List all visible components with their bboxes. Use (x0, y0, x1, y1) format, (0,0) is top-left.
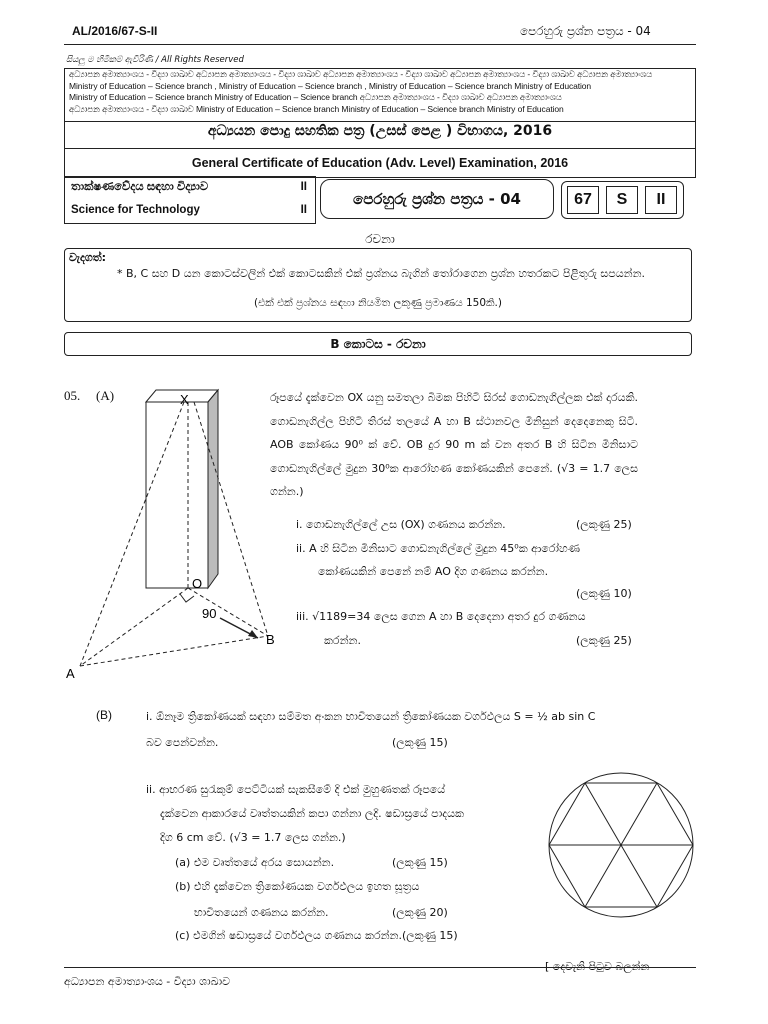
exam-title-english: General Certificate of Education (Adv. Level) Examination, 2016 (191, 156, 569, 170)
ministry-row: අධ්‍යාපන අමාත්‍යාංශය - විද්‍යා ශාඛාව අධ්‍යාපන අමාත්‍යාංශය - විද්‍යා ශාඛාව අධ්‍යාපන අමාත්‍යාංශය - විද්‍යා ශාඛාව අධ්‍යාපන අමාත්‍යාංශය - විද්‍යා ශාඛාව අධ්‍යාපන අමාත්‍යාංශය (69, 69, 653, 79)
header-rule (64, 44, 696, 45)
marks-a-ii: (ලකුණු 10) (576, 587, 632, 600)
subject-box (64, 176, 316, 224)
footer-rule (64, 967, 696, 968)
paper-code: AL/2016/67-S-II (72, 24, 158, 38)
label-a: A (66, 666, 75, 680)
question-b-ii-b-line1: (b) එහි දැක්වෙන ත්‍රිකෝණයක වර්ගඵලය ඉහත සූත්‍රය (175, 880, 420, 893)
label-distance: 90 (202, 606, 217, 621)
question-part-b-label: (B) (96, 708, 112, 722)
subject-english: Science for Technology (71, 204, 200, 216)
rights-reserved: සියලු ම හිමිකම් ඇවිරිණි / All Rights Reserved (66, 55, 244, 65)
ministry-banner (64, 68, 696, 122)
instructions-label: වැදගත්: (69, 251, 107, 264)
label-b: B (266, 632, 275, 647)
part-b-title: B කොටස - රචනා (64, 332, 692, 356)
ministry-row: Ministry of Education – Science branch Ministry of Education – Science branch අධ්‍යාපන අමාත්‍යාංශය - විද්‍යා ශාඛාව අධ්‍යාපන අමාත්‍යාංශය (69, 92, 562, 102)
exam-title-sinhala: අධ්‍යයන පොදු සහතික පත්‍ර (උසස් පෙළ ) විභාගය, 2016 (207, 123, 553, 139)
question-a-ii-line1: ii. A හි සිටින මිනිසාට ගොඩනැගිල්ලේ මුදුන 45⁰ක ආරෝහණ (296, 542, 581, 555)
header-page-label: පෙරහුරු ප්‍රශ්න පත්‍රය - 04 (520, 24, 651, 38)
instructions-text: * B, C සහ D යන කොටස්වලින් එක් කොටසකින් එක් ප්‍රශ්නය බැගින් තෝරාගෙන ප්‍රශ්න හතරකට පිළිතුරු සපයන්න. (117, 267, 646, 280)
code-cell-paper: II (645, 186, 677, 214)
question-b-ii-line3: දිග 6 cm වේ. (√3 = 1.7 ලෙස ගන්න.) (160, 831, 346, 844)
paper-title-box: පෙරහුරු ප්‍රශ්න පත්‍රය - 04 (320, 179, 554, 219)
question-part-a-label: (A) (96, 388, 115, 403)
marks-b-ii-a: (ලකුණු 15) (392, 856, 448, 869)
question-b-ii-c: (c) එමගින් ෂඩාස්‍රයේ වර්ගඵලය ගණනය කරන්න.(ලකුණු 15) (175, 929, 458, 942)
instructions-box (64, 248, 692, 322)
exam-title-box (64, 121, 696, 178)
question-a-iii-line2: කරන්න. (324, 634, 361, 647)
marks-b-ii-b: (ලකුණු 20) (392, 906, 448, 919)
turn-over-note: [ දෙවැනි පිටුව බලන්න (545, 960, 650, 973)
code-cell-medium: S (606, 186, 638, 214)
question-b-ii-b-line2: භාවිතයෙන් ගණනය කරන්න. (194, 906, 329, 919)
subject-sinhala: තාක්ෂණවේදය සඳහා විද්‍යාව (71, 181, 209, 193)
question-a-text: රූපයේ දැක්වෙන OX යනු සමතලා බිමක පිහිටි සිරස් ගොඩනැගිල්ලක එක් දාරයකි. ගොඩනැගිල්ල පිහිටි තිරස් තලයේ A හා B ස්ථානවල මිනිසුන් දෙදෙනෙකු සිටී. AOB කෝණය 90⁰ ක් වේ. OB දුර 90 m ක් වන අතර B හි සිටින මිනිසාට ගොඩනැගිල්ලේ මුදුන 30⁰ක ආරෝහණ කෝණයකින් පෙනේ. (√3 = 1.7 ලෙස ගන්න.) (270, 391, 638, 498)
question-b-i-line2: බව පෙන්වන්න. (146, 736, 219, 749)
question-b-ii-line2: දැක්වෙන ආකාරයේ වෘත්තයකින් කපා ගන්නා ලදි. ෂඩාස්‍රයේ පාදයක (160, 807, 464, 820)
label-o: O (192, 576, 203, 591)
footer-ministry: අධ්‍යාපන අමාත්‍යාංශය - විද්‍යා ශාඛාව (64, 975, 230, 988)
exam-divider (65, 148, 695, 149)
question-number: 05. (64, 388, 81, 403)
instructions-marks: (එක් එක් ප්‍රශ්නය සඳහා නියමිත ලකුණු ප්‍රමාණය 150කි.) (254, 297, 502, 309)
question-b-ii-line1: ii. ආභරණ සුරැකුම් පෙට්ටියක් සැකසීමේ දි එක් මුහුණතක් රූපයේ (146, 783, 446, 796)
marks-b-i: (ලකුණු 15) (392, 736, 448, 749)
question-b-i-line1: i. ඕනෑම ත්‍රිකෝණයක් සඳහා සම්මත අංකන භාවිතයෙන් ත්‍රිකෝණයක වර්ගඵලය S = ½ ab sin C (146, 710, 596, 723)
question-a-i: i. ගොඩනැගිල්ලේ උස (OX) ගණනය කරන්න. (296, 518, 506, 531)
building-figure (60, 380, 280, 680)
code-cell-subject: 67 (567, 186, 599, 214)
subject-part: II (300, 204, 307, 216)
question-b-ii-a: (a) එම වෘත්තයේ අරය සොයන්න. (175, 856, 335, 869)
subject-part: II (300, 181, 307, 193)
ministry-row: Ministry of Education – Science branch , Ministry of Education – Science branch , Ministry of Education – Science branch Ministry of Education (69, 80, 592, 91)
section-title: රචනා (365, 232, 395, 246)
question-a-iii-line1: iii. √1189=34 ලෙස ගෙන A හා B දෙදෙනා අතර දුර ගණනය (296, 610, 586, 623)
question-a-ii-line2: කෝණයකින් පෙනේ නම් AO දිග ගණනය කරන්න. (318, 565, 549, 578)
label-x: X (180, 392, 189, 407)
marks-a-i: (ලකුණු 25) (576, 518, 632, 531)
hexagon-in-circle-figure (546, 770, 696, 920)
ministry-row: අධ්‍යාපන අමාත්‍යාංශය - විද්‍යා ශාඛාව Ministry of Education – Science branch Ministry of Education – Science branch Ministry of Education (69, 103, 564, 114)
marks-a-iii: (ලකුණු 25) (576, 634, 632, 647)
paper-code-box (561, 181, 684, 219)
